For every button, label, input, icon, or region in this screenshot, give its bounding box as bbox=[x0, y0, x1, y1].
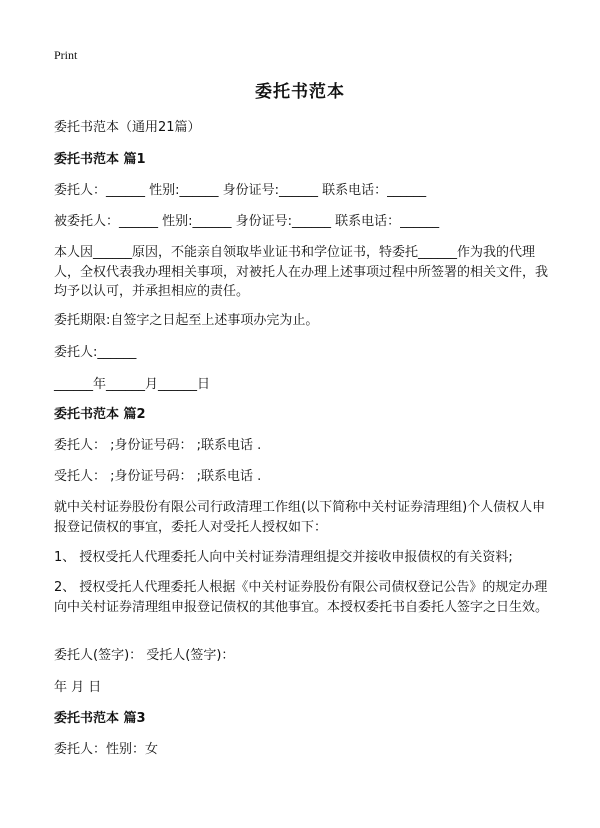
section-1-line-2: 被委托人：______ 性别:______ 身份证号:______ 联系电话：______ bbox=[54, 214, 440, 229]
section-2-date: 年 月 日 bbox=[54, 680, 102, 695]
section-1-paragraph: 本人因______原因，不能亲自领取毕业证书和学位证书，特委托______作为我的代理人，全权代表我办理相关事项，对被托人在办理上述事项过程中所签署的相关文件，我均予以认可，并承担相应的责任。 bbox=[54, 245, 549, 299]
section-1-heading: 委托书范本 篇1 bbox=[54, 152, 146, 167]
section-2-signers: 委托人(签字)： 受托人(签字)： bbox=[54, 648, 235, 663]
section-2-line-1: 委托人： ;身份证号码： ;联系电话 . bbox=[54, 438, 262, 453]
section-2-item-2: 2、 授权受托人代理委托人根据《中关村证券股份有限公司债权登记公告》的规定办理向中关村证券清理组申报登记债权的其他事宜。本授权委托书自委托人签字之日生效。 bbox=[54, 580, 549, 615]
document-subtitle: 委托书范本（通用21篇） bbox=[54, 120, 201, 135]
section-1-line-1: 委托人：______ 性别:______ 身份证号:______ 联系电话：______ bbox=[54, 183, 427, 198]
section-1-signer: 委托人:______ bbox=[54, 345, 137, 360]
page-title: 委托书范本 bbox=[255, 82, 345, 102]
section-3-line-1: 委托人：性别：女 bbox=[54, 742, 159, 757]
section-2-heading: 委托书范本 篇2 bbox=[54, 407, 146, 422]
section-1-period: 委托期限:自签字之日起至上述事项办完为止。 bbox=[54, 313, 319, 328]
section-2-paragraph: 就中关村证券股份有限公司行政清理工作组(以下简称中关村证券清理组)个人债权人申报登记债权的事宜，委托人对受托人授权如下： bbox=[54, 500, 546, 535]
section-1-date: ______年______月______日 bbox=[54, 377, 211, 392]
section-3-heading: 委托书范本 篇3 bbox=[54, 711, 146, 726]
section-2-line-2: 受托人： ;身份证号码： ;联系电话 . bbox=[54, 469, 262, 484]
print-label: Print bbox=[54, 48, 78, 62]
section-2-item-1: 1、 授权受托人代理委托人向中关村证券清理组提交并接收申报债权的有关资料; bbox=[54, 550, 513, 565]
